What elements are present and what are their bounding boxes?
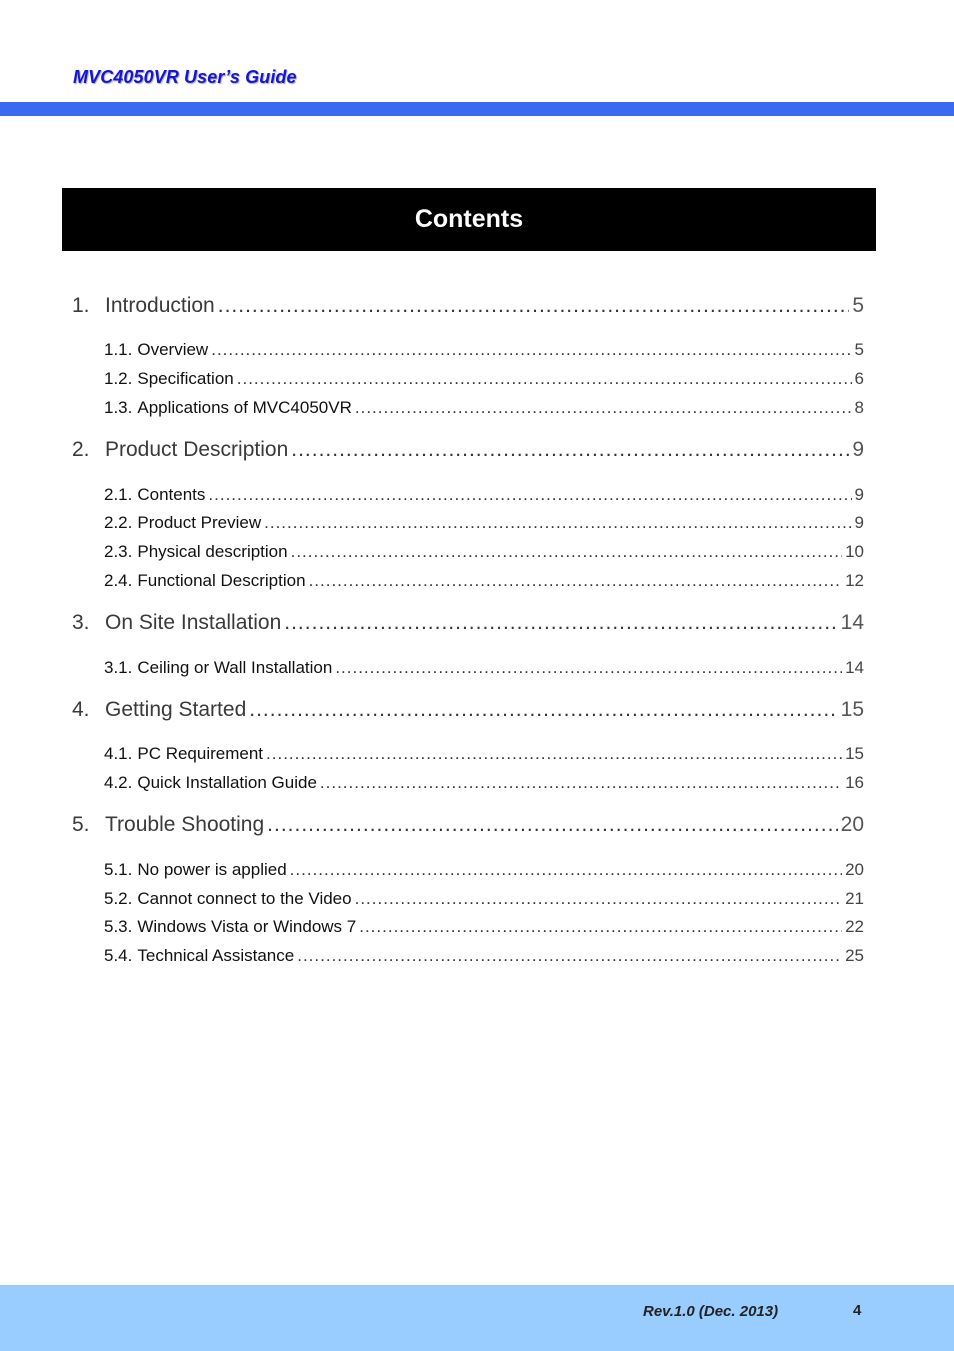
toc-title: Technical Assistance [137,946,295,965]
toc-section-row[interactable] [104,658,864,678]
toc-dot-leader [297,946,842,966]
toc-title: On Site Installation [105,611,282,634]
toc-section-row[interactable] [104,889,864,909]
toc-number: 5. [72,813,90,836]
toc-page-number: 10 [845,542,864,561]
toc-chapter-row[interactable] [72,438,864,462]
toc-title: Overview [137,340,209,359]
toc-section-row[interactable] [104,860,864,880]
toc-title: Quick Installation Guide [137,773,317,792]
toc-page-number: 20 [840,813,864,836]
toc-page-number: 15 [845,744,864,763]
toc-title: Getting Started [105,698,247,721]
toc-page-number: 8 [854,398,864,417]
toc-section-row[interactable] [104,369,864,389]
toc-dot-leader [208,485,851,505]
toc-dot-leader [290,860,842,880]
toc-dot-leader [211,340,851,360]
toc-page-number: 20 [845,860,864,879]
toc-number: 1.3. [104,398,133,417]
toc-section-row[interactable] [104,744,864,764]
toc-number: 2.2. [104,513,133,532]
toc-dot-leader [309,571,843,591]
toc-number: 2.1. [104,485,133,504]
toc-chapter-row[interactable] [72,611,864,635]
toc-page-number: 25 [845,946,864,965]
toc-page-number: 12 [845,571,864,590]
toc-section-row[interactable] [104,485,864,505]
toc-dot-leader [266,744,842,764]
toc-section-row[interactable] [104,542,864,562]
toc-title: Contents [137,485,206,504]
toc-page-number: 9 [854,485,864,504]
toc-number: 4.2. [104,773,133,792]
toc-dot-leader [291,438,849,462]
toc-number: 2. [72,438,90,461]
toc-section-row[interactable] [104,340,864,360]
toc-dot-leader [264,513,851,533]
toc-chapter-row[interactable] [72,294,864,318]
toc-page-number: 15 [840,698,864,721]
toc-page-number: 16 [845,773,864,792]
toc-title: Functional Description [137,571,306,590]
toc-title: Trouble Shooting [105,813,265,836]
toc-number: 1. [72,294,90,317]
toc-dot-leader [218,294,850,318]
toc-page-number: 5 [852,294,864,317]
toc-section-row[interactable] [104,946,864,966]
toc-dot-leader [355,889,842,909]
toc-section-row[interactable] [104,398,864,418]
toc-number: 3.1. [104,658,133,677]
toc-number: 1.2. [104,369,133,388]
page-footer [0,1285,954,1351]
toc-number: 2.3. [104,542,133,561]
toc-number: 5.4. [104,946,133,965]
toc-title: Product Description [105,438,289,461]
toc-title: Product Preview [137,513,262,532]
toc-page-number: 22 [845,917,864,936]
toc-number: 4. [72,698,90,721]
toc-section-row[interactable] [104,513,864,533]
toc-dot-leader [237,369,852,389]
toc-dot-leader [291,542,842,562]
toc-page-number: 14 [840,611,864,634]
toc-title: No power is applied [137,860,287,879]
toc-title: PC Requirement [137,744,264,763]
toc-dot-leader [359,917,842,937]
toc-number: 4.1. [104,744,133,763]
toc-dot-leader [335,658,842,678]
page-number: 4 [853,1302,862,1319]
toc-title: Ceiling or Wall Installation [137,658,333,677]
header-rule [0,102,954,116]
toc-number: 3. [72,611,90,634]
toc-page-number: 9 [852,438,864,461]
contents-banner [62,188,876,251]
toc-dot-leader [267,813,837,837]
toc-title: Windows Vista or Windows 7 [137,917,357,936]
toc-number: 1.1. [104,340,133,359]
document-title: MVC4050VR User’s Guide [73,67,297,87]
toc-page-number: 9 [854,513,864,532]
toc-dot-leader [320,773,842,793]
toc-dot-leader [249,698,837,722]
toc-title: Cannot connect to the Video [137,889,352,908]
toc-dot-leader [284,611,837,635]
toc-page-number: 21 [845,889,864,908]
toc-page-number: 5 [854,340,864,359]
toc-number: 5.1. [104,860,133,879]
toc-page-number: 14 [845,658,864,677]
toc-number: 2.4. [104,571,133,590]
toc-dot-leader [355,398,852,418]
revision-label: Rev.1.0 (Dec. 2013) [643,1303,779,1320]
toc-section-row[interactable] [104,773,864,793]
toc-title: Applications of MVC4050VR [137,398,352,417]
toc-section-row[interactable] [104,917,864,937]
contents-heading: Contents [414,205,524,233]
toc-chapter-row[interactable] [72,698,864,722]
toc-title: Introduction [105,294,215,317]
toc-title: Physical description [137,542,288,561]
toc-page-number: 6 [854,369,864,388]
toc-chapter-row[interactable] [72,813,864,837]
toc-title: Specification [137,369,234,388]
toc-section-row[interactable] [104,571,864,591]
toc-number: 5.2. [104,889,133,908]
toc-number: 5.3. [104,917,133,936]
